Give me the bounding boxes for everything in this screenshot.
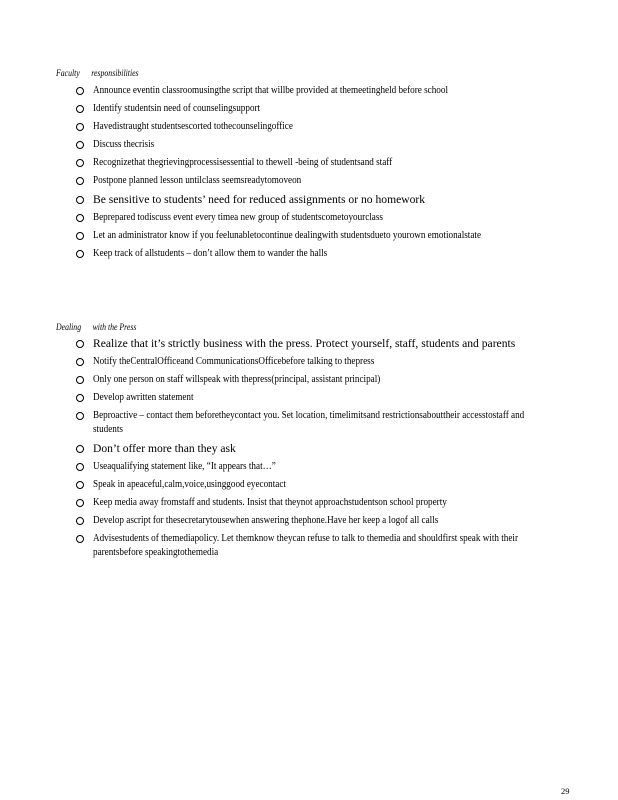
heading-word: responsibilities (91, 69, 139, 79)
circle-bullet-icon (76, 123, 84, 131)
list-item-text: Advisestudents of themediapolicy. Let themknow theycan refuse to talk to themedia and shouldfirst speak with their parentsbefore speakingtothemedia (93, 533, 518, 558)
faculty-responsibilities-list (76, 84, 546, 265)
circle-bullet-icon (76, 250, 84, 258)
list-item (76, 409, 546, 437)
circle-bullet-icon (76, 412, 84, 420)
circle-bullet-icon (76, 481, 84, 489)
list-item (76, 211, 546, 225)
list-item (76, 478, 546, 492)
list-item-text: Only one person on staff willspeak with thepress(principal, assistant principal) (93, 374, 381, 385)
list-item (76, 532, 546, 560)
list-item (76, 138, 546, 152)
heading-word: Faculty (56, 69, 80, 79)
circle-bullet-icon (76, 394, 84, 402)
list-item (76, 373, 546, 387)
list-item (76, 156, 546, 170)
circle-bullet-icon (76, 340, 84, 348)
circle-bullet-icon (76, 463, 84, 471)
list-item-text: Discuss thecrisis (93, 139, 155, 150)
list-item-text: Useaqualifying statement like, “It appears that…” (93, 461, 276, 472)
list-item-text: Keep track of allstudents – don’t allow them to wander the halls (93, 248, 328, 259)
list-item-text: Announce eventin classroomusingthe script that willbe provided at themeetingheld before school (93, 85, 448, 96)
circle-bullet-icon (76, 105, 84, 113)
list-item (76, 229, 546, 243)
list-item-text: Identify studentsin need of counselingsupport (93, 103, 261, 114)
list-item (76, 102, 546, 116)
heading-word: Dealing (56, 323, 82, 333)
list-item-text: Keep media away fromstaff and students. Insist that theynot approachstudentson school property (93, 497, 447, 508)
circle-bullet-icon (76, 499, 84, 507)
list-item (76, 514, 546, 528)
list-item-text: Don’t offer more than they ask (93, 442, 236, 455)
circle-bullet-icon (76, 196, 84, 204)
list-item-text: Beprepared todiscuss event every timea new group of studentscometoyourclass (93, 212, 383, 223)
circle-bullet-icon (76, 177, 84, 185)
circle-bullet-icon (76, 87, 84, 95)
circle-bullet-icon (76, 141, 84, 149)
list-item-text: Develop ascript for thesecretarytousewhen answering thephone.Have her keep a logof all calls (93, 515, 439, 526)
circle-bullet-icon (76, 517, 84, 525)
list-item (76, 460, 546, 474)
circle-bullet-icon (76, 214, 84, 222)
section-heading-press (56, 323, 136, 333)
list-item-text: Beproactive – contact them beforetheycontact you. Set location, timelimitsand restrictionsabouttheir accesstostaff and students (93, 410, 525, 435)
circle-bullet-icon (76, 358, 84, 366)
list-item (76, 120, 546, 134)
list-item-text: Recognizethat thegrievingprocessisessential to thewell -being of studentsand staff (93, 157, 393, 168)
list-item (76, 441, 546, 456)
circle-bullet-icon (76, 445, 84, 453)
list-item (76, 192, 546, 207)
list-item (76, 496, 546, 510)
list-item-text: Be sensitive to students’ need for reduced assignments or no homework (93, 193, 426, 206)
list-item-text: Postpone planned lesson untilclass seemsreadytomoveon (93, 175, 302, 186)
circle-bullet-icon (76, 535, 84, 543)
list-item (76, 84, 546, 98)
circle-bullet-icon (76, 376, 84, 384)
list-item (76, 355, 546, 369)
dealing-with-press-list (76, 336, 546, 564)
list-item (76, 247, 546, 261)
list-item-text: Havedistraught studentsescorted tothecounselingoffice (93, 121, 293, 132)
list-item-text: Realize that it’s strictly business with the press. Protect yourself, staff, students and parents (93, 337, 516, 350)
list-item-text: Develop awritten statement (93, 392, 194, 403)
list-item-text: Notify theCentralOfficeand CommunicationsOfficebefore talking to thepress (93, 356, 375, 367)
list-item (76, 336, 546, 351)
list-item (76, 174, 546, 188)
circle-bullet-icon (76, 232, 84, 240)
list-item (76, 391, 546, 405)
list-item-text: Speak in apeaceful,calm,voice,usinggood eyecontact (93, 479, 286, 490)
section-heading-faculty (56, 69, 139, 79)
list-item-text: Let an administrator know if you feelunabletocontinue dealingwith studentsdueto yourown emotionalstate (93, 230, 482, 241)
heading-word: with the Press (92, 323, 137, 333)
page-number: 29 (561, 786, 570, 796)
circle-bullet-icon (76, 159, 84, 167)
